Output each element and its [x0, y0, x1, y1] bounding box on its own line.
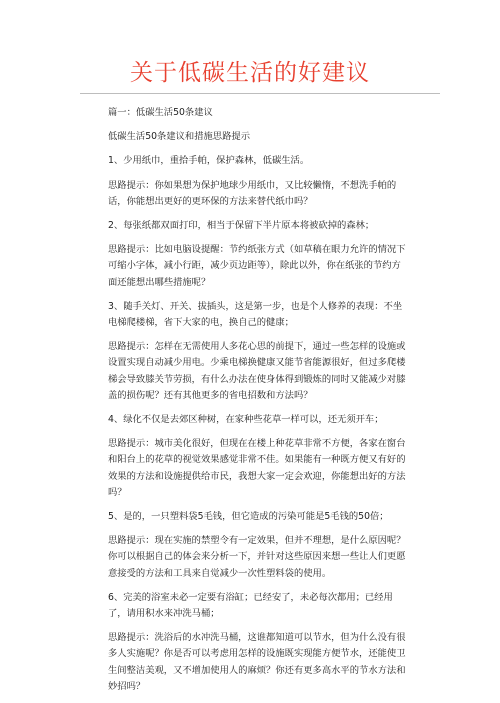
paragraph: 4、绿化不仅是去郊区种树，在家种些花草一样可以，还无须开车； — [108, 414, 384, 426]
paragraph: 篇一：低碳生活50条建议 — [108, 107, 213, 118]
paragraph: 1、少用纸巾，重拾手帕，保护森林，低碳生活。 — [108, 155, 310, 167]
paragraph: 思路提示：现在实施的禁塑令有一定效果，但并不理想，是什么原因呢？你可以根据自己的体会来分析一下，并针对这些原因来想一些让人们更愿意接受的方法和工具来自觉减少一次性塑料袋的使用。 — [108, 535, 406, 579]
paragraph: 思路提示：你如果想为保护地球少用纸巾，又比较懒惰，不想洗手帕的话，你能想出更好的更环保的方法来替代纸巾吗？ — [108, 179, 397, 207]
paragraph: 思路提示：怎样在无需使用人多花心思的前提下，通过一些怎样的设施或设置实现自动减少用电。少乘电梯换健康又能节省能源很好，但过多爬楼梯会导致膝关节劳损，有什么办法在使身体得到锻炼的同时又能减少对膝盖的损伤呢？还有其他更多的省电招数和方法吗？ — [108, 341, 406, 401]
paragraph: 思路提示：洗浴后的水冲洗马桶，这谁都知道可以节水，但为什么没有很多人实施呢？你是否可以考虑用怎样的设施既实现能方便节水，还能使卫生间整洁美观，又不增加使用人的麻烦？你还有更多高水平的节水方法和妙招吗？ — [108, 632, 406, 692]
title-divider — [80, 93, 440, 94]
paragraph: 5、是的，一只塑料袋5毛钱，但它造成的污染可能是5毛钱的50倍； — [108, 511, 389, 523]
paragraph: 2、每张纸都双面打印，相当于保留下半片原本将被砍掉的森林； — [108, 220, 375, 232]
paragraph: 6、完美的浴室未必一定要有浴缸；已经安了，未必每次都用；已经用了，请用积水来冲洗马桶； — [108, 591, 393, 620]
paragraph: 3、随手关灯、开关、拔插头，这是第一步，也是个人修养的表现：不坐电梯爬楼梯，省下大家的电，换自己的健康； — [108, 300, 403, 329]
paragraph: 低碳生活50条建议和措施思路提示 — [108, 131, 250, 143]
paragraph: 思路提示：比如电脑设提醒：节约纸张方式（如草稿在眼力允许的情况下可缩小字体，减小行距，减少页边距等），除此以外，你在纸张的节约方面还能想出哪些措施呢？ — [108, 244, 406, 288]
document-body — [108, 105, 408, 703]
paragraph: 思路提示：城市美化很好，但现在在楼上种花草非常不方便，各家在窗台和阳台上的花草的视觉效果感觉非常不佳。如果能有一种既方便又有好的效果的方法和设施提供给市民，我想大家一定会欢迎，你能想出好的方法吗？ — [108, 438, 406, 498]
document-title: 关于低碳生活的好建议 — [130, 60, 370, 86]
